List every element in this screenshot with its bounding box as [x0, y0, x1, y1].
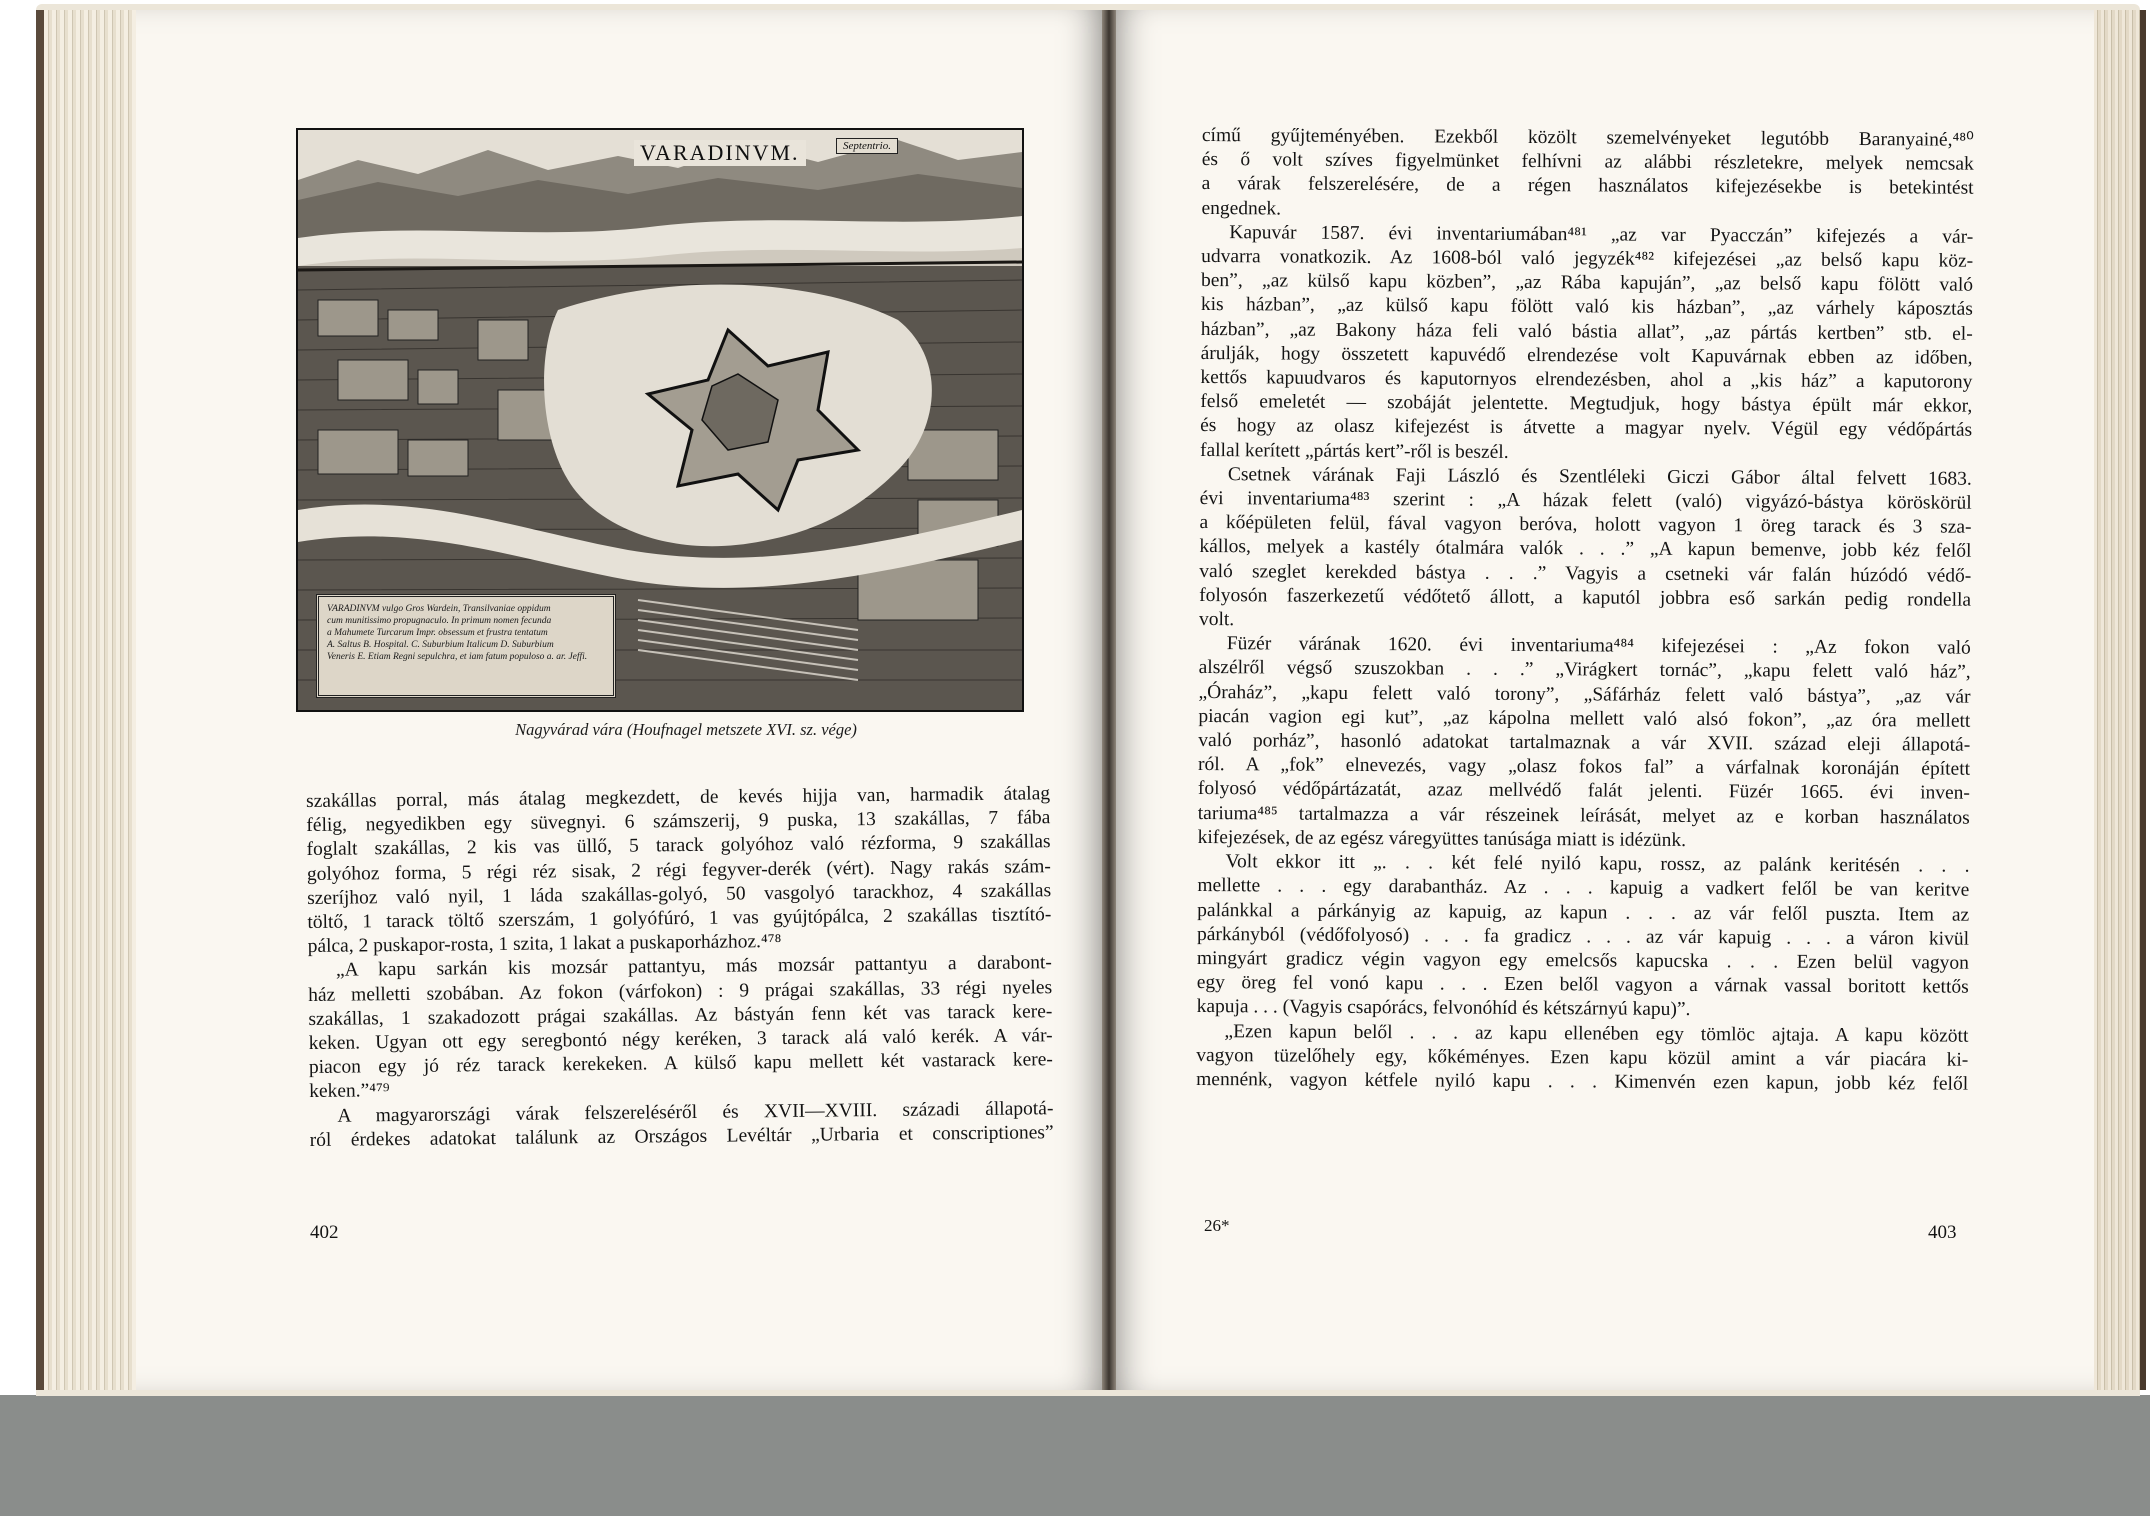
cartouche-line: A. Saltus B. Hospital. C. Suburbium Italicum D. Suburbium [327, 640, 554, 650]
text-line: című gyűjteményében. Ezekből közölt szemelvényeket legutóbb Baranyainé,⁴⁸⁰ [1201, 124, 1974, 151]
text-line: vagyon tüzelőhely egy, kőkéményes. Ezen kapu közül amint a vár piacára ki- [1196, 1044, 1969, 1071]
text-line: pálca, 2 puskapor-rosta, 1 szita, 1 lakat a puskaporházhoz.⁴⁷⁸ [307, 931, 782, 958]
text-line: kállos, melyek a kastély ótalmára valók . . .” „A kapun bemenve, jobb kéz felől [1199, 536, 1972, 563]
text-line: keken. Ugyan ott egy seregbontó négy keréken, 3 tarack alá való kerék. A vár- [308, 1025, 1053, 1055]
text-line: ról érdekes adatokat találunk az Országos Levéltár „Urbaria et conscriptiones” [309, 1122, 1054, 1151]
signature-mark: 26* [1204, 1216, 1230, 1235]
text-line: ben”, „az külső kapu közben”, „az Rába kapuján”, „az belső kapu fölött való [1200, 270, 1974, 296]
text-line: töltő, 1 tarack töltő szerszám, 1 golyófúró, 1 vas gyújtópálca, 2 szakállas tisztító- [307, 904, 1052, 934]
text-line: keken.”⁴⁷⁹ [309, 1080, 390, 1103]
text-line: ról. A „fok” elnevezés, vagy „olasz fokos fal” a várfalnak koronáján épített [1198, 754, 1971, 780]
text-line: szeríjhoz való nyil, 1 láda szakállas-golyó, 50 vasgolyó tarackhoz, 4 szakállas [307, 880, 1052, 909]
text-line: házban”, „az Bakony háza feli való bástia allat”, „az pártás kertben” stb. el- [1200, 318, 1973, 345]
text-line: való szeglet kerekded bástya . . .” Vagyis a csetneki vár falán húzódó védő- [1199, 560, 1972, 587]
text-line: golyóhoz forma, 5 régi réz sisak, 2 régi fegyver-derék (vért). Nagy rakás szám- [306, 855, 1051, 885]
text-line: „Óraház”, „kapu felett való torony”, „Sáfárház felett való bástya”, „az vár [1198, 681, 1971, 708]
left-page-text [306, 782, 1054, 1153]
figure-caption: Nagyvárad vára (Houfnagel metszete XVI. sz. vége) [515, 720, 857, 739]
text-line: a kőépületen felül, fával vagyon beróva, holott vagyon 1 öreg tarack és 3 sza- [1199, 512, 1972, 538]
text-line: „A kapu sarkán kis mozsár pattantyu, más mozsár pattantyu a darabont- [335, 952, 1052, 982]
cartouche-line: a Mahumete Turcarum Impr. obsessum et frustra tentatum [327, 628, 548, 638]
text-line: árulják, hogy összetett kapuvédő elrendezése volt Kapuvárnak ebben az időben, [1200, 342, 1973, 369]
book-gutter [1102, 10, 1116, 1390]
cartouche-line: cum munitissimo propugnaculo. In primum nomen fecunda [327, 616, 552, 626]
text-line: A magyarországi várak felszereléséről és XVII—XVIII. századi állapotá- [337, 1097, 1054, 1127]
text-line: folyosó védőpártázatát, azaz mellvédő falát jelenti. Füzér 1665. évi inven- [1197, 778, 1970, 805]
right-page-text [1196, 124, 1974, 1097]
text-line: párkányból (védőfolyosó) . . . fa gradicz . . . az vár kapuig . . . a váron kivül [1196, 923, 1970, 950]
text-line: szakállas, 1 szakadozott prágai szakállas. Az bástyán fenn két vas tarack kere- [308, 1001, 1053, 1030]
text-line: és ő volt szíves figyelmünket felhívni az alábbi részletekre, melyek nemcsak [1201, 149, 1974, 175]
text-line: udvarra vonatkozik. Az 1608-ból való jegyzék⁴⁸² kifejezései „az belső kapu köz- [1201, 246, 1974, 272]
text-line: fallal kerített „pártás kert”-ről is beszél. [1199, 439, 1509, 463]
text-line: piacán vagion egi kut”, „az kápolna mellett való alsó fokon”, „az óra mellett [1198, 705, 1971, 732]
text-line: mellette . . . egy darabantház. Az . . . kapuig a vadkert felől be van keritve [1197, 875, 1970, 901]
page-edges-right [2094, 10, 2146, 1390]
text-line: „Ezen kapun belől . . . az kapu ellenében egy tömlöc ajtaja. A kapu között [1224, 1020, 1969, 1047]
text-line: mennénk, vagyon kétfele nyiló kapu . . . Kimenvén ezen kapun, jobb kéz felől [1196, 1068, 1969, 1095]
cartouche-line: Veneris E. Etiam Regni sepulchra, et iam fatum populoso a. ar. Jeffi. [327, 652, 588, 662]
text-line: Füzér várának 1620. évi inventariuma⁴⁸⁴ kifejezései : „Az fokon való [1226, 633, 1971, 659]
text-line: foglalt szakállas, 2 kis vas üllő, 5 tarack golyóhoz való rézforma, 9 szakállas [306, 831, 1051, 861]
text-line: szakállas porral, más átalag megkezdett, de kevés hijja van, harmadik átalag [306, 783, 1051, 812]
text-line: való porház”, hasonló adatokat tartalmaznak a vár XVII. század eleji állapotá- [1198, 730, 1971, 756]
page-edges-left [36, 10, 144, 1390]
text-line: kifejezések, de az egész váregyüttes tanúsága miatt is idézünk. [1197, 826, 1687, 851]
scan-background [0, 1395, 2150, 1516]
text-line: alszélről végső szuszokban . . .” „Virágkert tornác”, „kapu felett való ház”, [1198, 657, 1971, 684]
engraving-compass-label: Septentrio. [836, 138, 898, 154]
page-number-left: 402 [310, 1222, 339, 1243]
text-line: folyosón faszerkezetű védőtető állott, a kaputól jobbra eső sarkán pedig rondella [1199, 584, 1972, 611]
text-line: palánkkal a párkányig az kapuig, az kapun . . . az vár felől puszta. Item az [1197, 899, 1970, 926]
text-line: kis házban”, „az külső kapu fölött való kis házban”, „az várhely káposztás [1200, 294, 1973, 321]
text-line: Volt ekkor itt „. . . két felé nyiló kapu, rossz, az palánk keritésén . . . [1225, 851, 1970, 877]
engraving-title: VARADINVM. [634, 140, 806, 166]
text-line: kettős kapuudvaros és kaputornyos elrendezésben, ahol a „kis ház” a kaputorony [1200, 367, 1973, 393]
text-line: kapuja . . . (Vagyis csapórács, felvonóhíd és kétszárnyú kapu)”. [1196, 996, 1691, 1021]
text-line: Kapuvár 1587. évi inventariumában⁴⁸¹ „az var Pyacczán” kifejezés a vár- [1229, 221, 1974, 248]
text-line: mingyárt gradicz végin vagyon egy emelcsős kapucska . . . Ezen belül vagyon [1196, 947, 1969, 974]
text-line: a várak felszerelésére, de a régen használatos kifejezésekbe is betekintést [1201, 173, 1974, 200]
cartouche-line: VARADINVM vulgo Gros Wardein, Transilvaniae oppidum [327, 604, 551, 614]
text-line: évi inventariuma⁴⁸³ szerint : „A házak felett (való) vigyázó-bástya köröskörül [1199, 488, 1972, 514]
text-line: ház melletti szobában. Az fokon (várfokon) : 9 prágai szakállas, 33 régi nyeles [308, 976, 1053, 1006]
text-line: engednek. [1201, 197, 1282, 220]
engraving-varadinum [296, 128, 1024, 712]
text-line: felső emeletét — szobáját jelentette. Megtudjuk, hogy bástya épült már ekkor, [1200, 391, 1973, 417]
text-line: félig, negyedikben egy süvegnyi. 6 számszerij, 9 puska, 13 szakállas, 7 fába [306, 807, 1051, 837]
text-line: Csetnek várának Faji László és Szentléleki Giczi Gábor által felvett 1683. [1227, 464, 1972, 490]
page-number-right: 403 [1928, 1222, 1957, 1243]
text-line: tariuma⁴⁸⁵ tartalmazza a vár részeinek leírását, melyet az e korban használatos [1197, 802, 1970, 829]
text-line: és hogy az olasz kifejezést is átvette a magyar nyelv. Végül egy védőpártás [1200, 415, 1973, 442]
text-line: piacon egy jó réz tarack kerekeken. A külső kapu mellett két vastarack kere- [308, 1049, 1053, 1079]
engraving-cartouche [316, 594, 616, 698]
text-line: volt. [1198, 609, 1235, 631]
text-line: egy öreg fel vonó kapu . . . Ezen belől vagyon a várnak vassal boritott kettős [1196, 972, 1969, 998]
